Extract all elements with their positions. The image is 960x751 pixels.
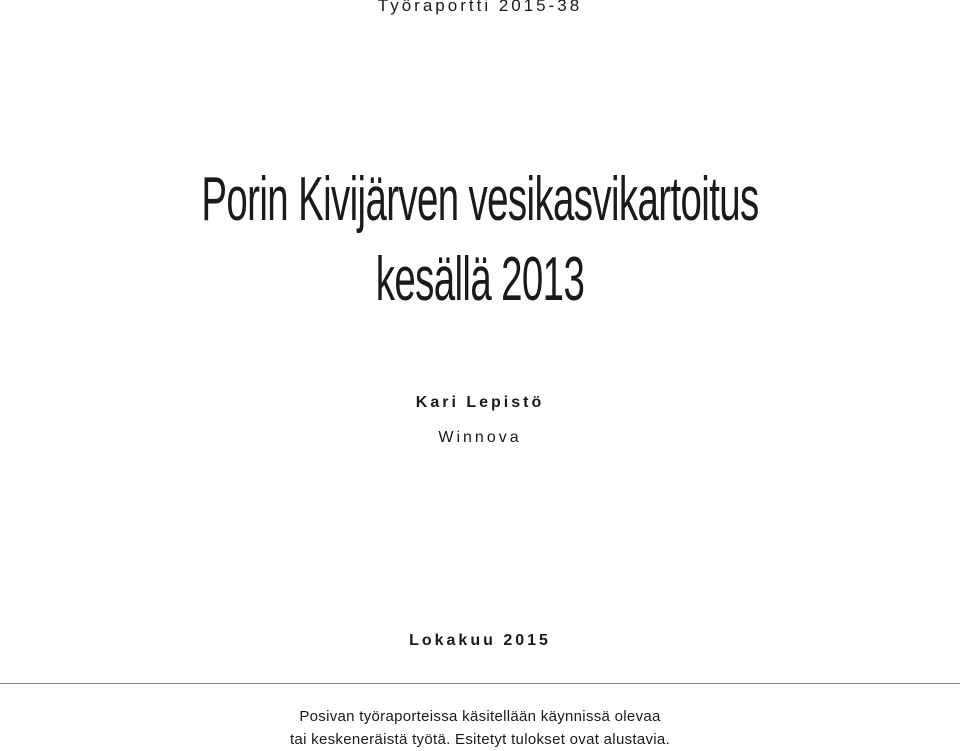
author-name: Kari Lepistö [415, 394, 545, 411]
footer-divider [0, 683, 960, 684]
report-number: Työraportti 2015-38 [377, 0, 583, 15]
footer-disclaimer [0, 705, 960, 751]
disclaimer-line-1: Posivan työraporteissa käsitellään käynnissä olevaa [299, 708, 661, 725]
author-organization: Winnova [438, 429, 522, 446]
disclaimer-line-2: tai keskeneräistä työtä. Esitetyt tulokset ovat alustavia. [289, 731, 671, 748]
document-title: Porin Kivijärven vesikasvikartoitus kesällä 2013 [201, 165, 759, 314]
publication-date: Lokakuu 2015 [409, 632, 551, 649]
